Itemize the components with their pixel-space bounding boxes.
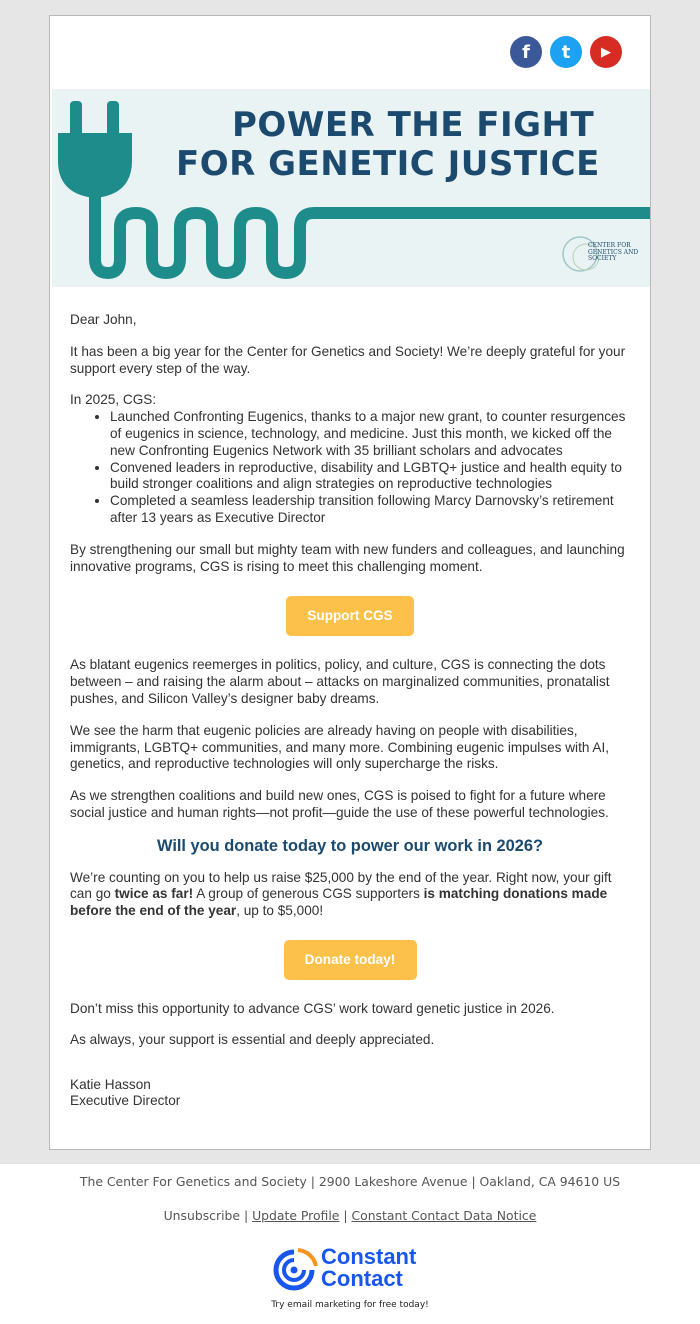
youtube-icon[interactable]: ▶	[590, 36, 622, 68]
footer-tagline: Try email marketing for free today!	[271, 1300, 429, 1310]
donate-heading: Will you donate today to power our work in 2026?	[157, 836, 543, 855]
signature-title: Executive Director	[70, 1093, 181, 1109]
intro-paragraph: It has been a big year for the Center for Genetics and Society! We’re deeply grateful for your support every step of the way.	[70, 343, 626, 376]
constant-contact-icon	[270, 1246, 320, 1296]
facebook-icon[interactable]: f	[510, 36, 542, 68]
unsubscribe-link[interactable]: Unsubscribe	[163, 1208, 240, 1223]
constant-contact-logo[interactable]	[270, 1246, 440, 1296]
update-profile-link[interactable]: Update Profile	[252, 1208, 340, 1223]
email-card	[49, 15, 651, 1150]
cgs-logo: CENTER FOR GENETICS AND SOCIETY	[588, 242, 639, 262]
eugenics-paragraph: As blatant eugenics reemerges in politics, policy, and culture, CGS is connecting the dots between – and raising the alarm about – attacks on marginalized communities, pronatalist pushes, and Silicon Valley’s designer baby dreams.	[70, 657, 610, 706]
greeting: Dear John,	[70, 312, 137, 327]
signature-name: Katie Hasson	[70, 1076, 151, 1092]
matching-paragraph: We’re counting on you to help us raise $25,000 by the end of the year. Right now, your gift can go twice as far! A group of generous CGS supporters is matching donations made before the end of the year, up to $5,000!	[70, 869, 612, 919]
brand-line2: Contact	[321, 1266, 403, 1291]
twitter-icon[interactable]: t	[550, 36, 582, 68]
data-notice-link[interactable]: Constant Contact Data Notice	[351, 1208, 537, 1223]
harm-paragraph: We see the harm that eugenic policies are already having on people with disabilities, immigrants, LGBTQ+ communities, and many more. Combining eugenic impulses with AI, genetics, and reproductive technologies will only supercharge the risks.	[70, 722, 610, 772]
list-item: • Launched Confronting Eugenics, thanks to a major new grant, to counter resurgences of eugenics in science, technology, and medicine. Just this month, we kicked off the new Confronting Eugenics Network with 35 brilliant scholars and advocates	[110, 409, 630, 459]
hero-banner	[52, 89, 650, 287]
support-cgs-button[interactable]: Support CGS	[286, 596, 414, 636]
list-item: • Completed a seamless leadership transition following Marcy Darnovsky’s retirement after 13 years as Executive Director	[110, 493, 630, 527]
list-item: • Convened leaders in reproductive, disability and LGBTQ+ justice and health equity to build stronger coalitions and align strategies on reproductive technologies	[110, 460, 630, 494]
banner-title-line2: FOR GENETIC JUSTICE	[176, 144, 600, 184]
social-links	[510, 36, 622, 68]
strengthening-paragraph: By strengthening our small but mighty team with new funders and colleagues, and launching innovative programs, CGS is rising to meet this challenging moment.	[70, 541, 625, 574]
footer-address: The Center For Genetics and Society | 2900 Lakeshore Avenue | Oakland, CA 94610 US	[79, 1174, 621, 1189]
dont-miss-paragraph: Don’t miss this opportunity to advance CGS’ work toward genetic justice in 2026.	[70, 1000, 555, 1016]
donate-today-button[interactable]: Donate today!	[284, 940, 417, 980]
letter-body	[70, 312, 630, 1110]
brand-line1: Constant	[321, 1244, 417, 1269]
coalitions-paragraph: As we strengthen coalitions and build new ones, CGS is poised to fight for a future where social justice and human rights—not profit—guide the use of these powerful technologies.	[70, 788, 609, 820]
list-intro: In 2025, CGS:	[70, 392, 157, 408]
banner-title-line1: POWER THE FIGHT	[232, 105, 595, 145]
as-always-paragraph: As always, your support is essential and deeply appreciated.	[70, 1031, 435, 1047]
accomplishments-list	[70, 409, 630, 527]
email-footer	[0, 1164, 700, 1324]
footer-links: Unsubscribe | Update Profile | Constant Contact Data Notice	[163, 1208, 537, 1223]
